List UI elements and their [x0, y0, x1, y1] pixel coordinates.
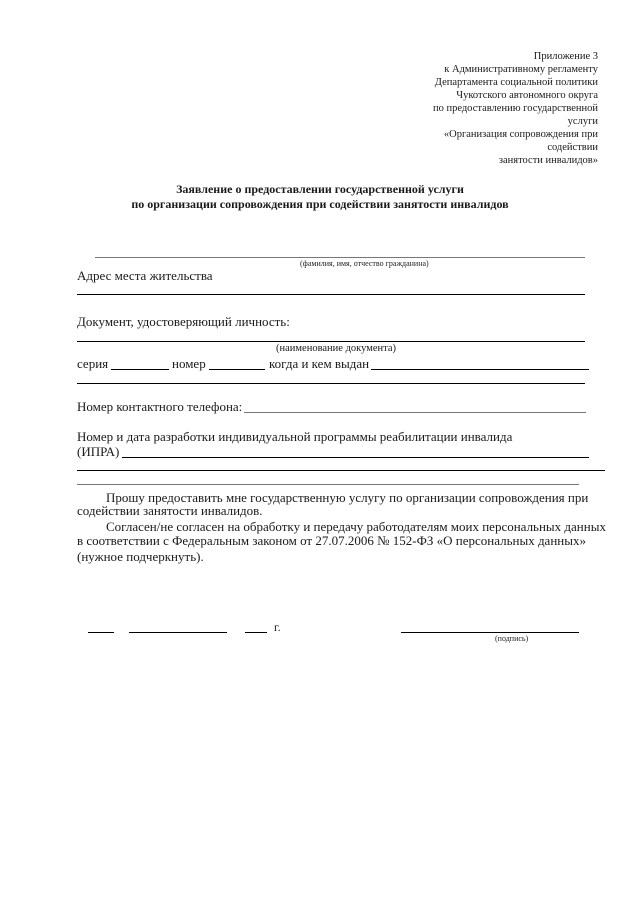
appendix-line: Департамента социальной политики: [434, 77, 598, 88]
appendix-line: по предоставлению государственной: [432, 103, 598, 114]
consent-paragraph-line-1: Согласен/не согласен на обработку и передачу работодателям моих персональных данных: [106, 519, 606, 534]
appendix-line: «Организация сопровождения при: [443, 129, 598, 140]
fio-field-line[interactable]: [95, 257, 585, 258]
document-hint: (наименование документа): [276, 343, 397, 354]
year-suffix: г.: [274, 620, 281, 634]
appendix-line: Чукотского автономного округа: [456, 90, 598, 101]
address-label: Адрес места жительства: [77, 268, 213, 283]
series-field-line[interactable]: [111, 369, 169, 370]
request-paragraph-line-2: содействии занятости инвалидов.: [77, 503, 263, 518]
document-field-line[interactable]: [77, 341, 585, 342]
issued-field-line-2[interactable]: [77, 383, 585, 384]
signature-hint: (подпись): [495, 634, 529, 643]
appendix-header: [398, 50, 598, 167]
signature-line[interactable]: [401, 632, 579, 633]
ipra-field-line-3[interactable]: [77, 484, 579, 485]
date-day-line[interactable]: [88, 632, 114, 633]
phone-field-line[interactable]: [244, 412, 586, 413]
number-field-line[interactable]: [209, 369, 265, 370]
appendix-line: к Административному регламенту: [444, 64, 598, 75]
appendix-line: услуги: [567, 116, 598, 127]
appendix-line: Приложение 3: [533, 51, 598, 62]
title-line-2: по организации сопровождения при содействии занятости инвалидов: [131, 197, 509, 211]
ipra-field-line[interactable]: [122, 457, 589, 458]
page-title: [0, 182, 640, 212]
appendix-line: содействии: [547, 142, 598, 153]
ipra-label-line-2: (ИПРА): [77, 444, 120, 459]
appendix-line: занятости инвалидов»: [498, 155, 598, 166]
phone-label: Номер контактного телефона:: [77, 399, 243, 414]
series-label: серия: [77, 356, 109, 371]
date-month-line[interactable]: [129, 632, 227, 633]
ipra-field-line-2[interactable]: [77, 470, 605, 471]
request-paragraph-line-1: Прошу предоставить мне государственную услугу по организации сопровождения при: [106, 490, 589, 505]
number-label: номер: [172, 356, 206, 371]
fio-hint: (фамилия, имя, отчество гражданина): [300, 259, 429, 268]
issued-field-line[interactable]: [371, 369, 589, 370]
address-field-line[interactable]: [77, 294, 585, 295]
consent-paragraph-line-2: в соответствии с Федеральным законом от 27.07.2006 № 152-ФЗ «О персональных данных»: [77, 533, 586, 548]
ipra-label-line-1: Номер и дата разработки индивидуальной программы реабилитации инвалида: [77, 429, 513, 444]
issued-label: когда и кем выдан: [269, 356, 370, 371]
document-label: Документ, удостоверяющий личность:: [77, 314, 290, 329]
consent-paragraph-line-3: (нужное подчеркнуть).: [77, 549, 204, 564]
title-line-1: Заявление о предоставлении государственной услуги: [176, 182, 464, 196]
date-year-line[interactable]: [245, 632, 267, 633]
